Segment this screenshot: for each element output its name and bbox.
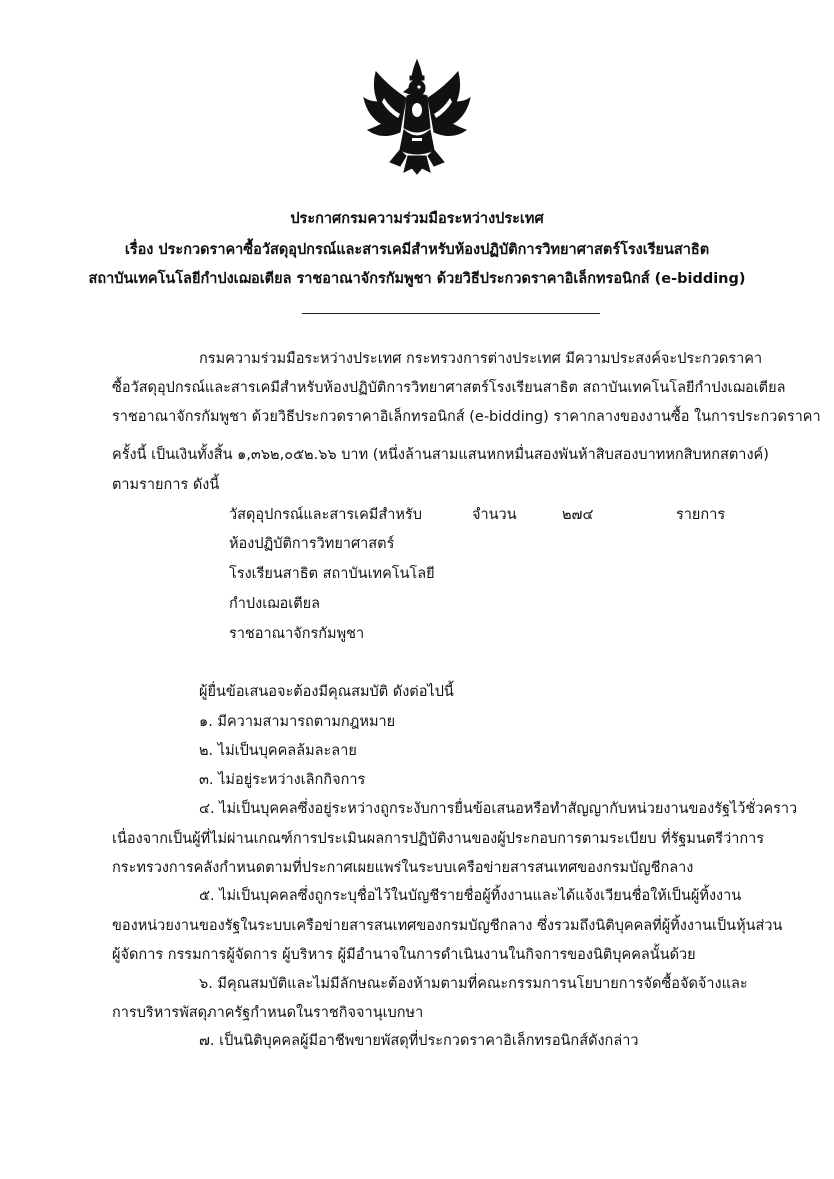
item-unit: รายการ: [676, 507, 726, 523]
item-description-line: ห้องปฏิบัติการวิทยาศาสตร์: [229, 536, 395, 552]
qualification-item-4-line-3: กระทรวงการคลังกำหนดตามที่ประกาศเผยแพร่ในระบบเครือข่ายสารสนเทศของกรมบัญชีกลาง: [112, 860, 694, 876]
item-description-line: โรงเรียนสาธิต สถาบันเทคโนโลยี: [229, 566, 435, 582]
heading-line-3: สถาบันเทคโนโลยีกำปงเฌอเตียล ราชอาณาจักรกัมพูชา ด้วยวิธีประกวดราคาอิเล็กทรอนิกส์ (e-bidding): [88, 271, 746, 287]
qualification-item-5-line-2: ของหน่วยงานของรัฐในระบบเครือข่ายสารสนเทศของกรมบัญชีกลาง ซึ่งรวมถึงนิติบุคคลที่ผู้ทิ้งงานเป็นหุ้นส่วน: [112, 918, 783, 934]
qualification-item-5-line-3: ผู้จัดการ กรรมการผู้จัดการ ผู้บริหาร ผู้มีอำนาจในการดำเนินงานในกิจการของนิติบุคคลนั้นด้วย: [112, 947, 696, 963]
qualification-item-4-line-1: ๔. ไม่เป็นบุคคลซึ่งอยู่ระหว่างถูกระงับการยื่นข้อเสนอหรือทำสัญญากับหน่วยงานของรัฐไว้ชั่วคราว: [199, 801, 798, 817]
qualification-item-2: ๒. ไม่เป็นบุคคลล้มละลาย: [199, 743, 357, 759]
qualifications-heading: ผู้ยื่นข้อเสนอจะต้องมีคุณสมบัติ ดังต่อไปนี้: [199, 684, 454, 700]
qualification-item-3: ๓. ไม่อยู่ระหว่างเลิกกิจการ: [199, 772, 366, 788]
qualification-item-4-line-2: เนื่องจากเป็นผู้ที่ไม่ผ่านเกณฑ์การประเมินผลการปฏิบัติงานของผู้ประกอบการตามระเบียบ ที่รัฐมนตรีว่าการ: [112, 831, 765, 847]
qualification-item-6-line-1: ๖. มีคุณสมบัติและไม่มีลักษณะต้องห้ามตามที่คณะกรรมการนโยบายการจัดซื้อจัดจ้างและ: [199, 976, 748, 992]
intro-line-2: ซื้อวัสดุอุปกรณ์และสารเคมีสำหรับห้องปฏิบัติการวิทยาศาสตร์โรงเรียนสาธิต สถาบันเทคโนโลยีกำปงเฌอเตียล: [112, 380, 786, 396]
garuda-emblem-icon: [360, 58, 475, 176]
heading-line-2: เรื่อง ประกวดราคาซื้อวัสดุอุปกรณ์และสารเคมีสำหรับห้องปฏิบัติการวิทยาศาสตร์โรงเรียนสาธิต: [124, 242, 710, 258]
intro-line-1: กรมความร่วมมือระหว่างประเทศ กระทรวงการต่างประเทศ มีความประสงค์จะประกวดราคา: [199, 351, 763, 367]
item-description-line: วัสดุอุปกรณ์และสารเคมีสำหรับ: [229, 507, 422, 523]
qualification-item-5-line-1: ๕. ไม่เป็นบุคคลซึ่งถูกระบุชื่อไว้ในบัญชีรายชื่อผู้ทิ้งงานและได้แจ้งเวียนชื่อให้เป็นผู้ทิ้งงาน: [199, 888, 742, 904]
item-description-line: ราชอาณาจักรกัมพูชา: [229, 626, 365, 642]
item-description-line: กำปงเฌอเตียล: [229, 596, 321, 612]
qualification-item-1: ๑. มีความสามารถตามกฎหมาย: [199, 714, 396, 730]
intro-line-4: ครั้งนี้ เป็นเงินทั้งสิ้น ๑,๓๖๒,๐๕๒.๖๖ บาท (หนึ่งล้านสามแสนหกหมื่นสองพันห้าสิบสองบาทหกสิบหกสตางค์): [112, 447, 769, 463]
item-quantity-label: จำนวน: [472, 507, 517, 523]
heading-line-1: ประกาศกรมความร่วมมือระหว่างประเทศ: [290, 211, 544, 227]
intro-line-3: ราชอาณาจักรกัมพูชา ด้วยวิธีประกวดราคาอิเล็กทรอนิกส์ (e-bidding) ราคากลางของงานซื้อ ในการประกวดราคา: [112, 409, 821, 425]
qualification-item-6-line-2: การบริหารพัสดุภาครัฐกำหนดในราชกิจจานุเบกษา: [112, 1005, 424, 1021]
qualification-item-7: ๗. เป็นนิติบุคคลผู้มีอาชีพขายพัสดุที่ประกวดราคาอิเล็กทรอนิกส์ดังกล่าว: [199, 1033, 639, 1049]
item-quantity: ๒๗๔: [562, 507, 594, 523]
intro-line-5: ตามรายการ ดังนี้: [112, 477, 220, 493]
heading-divider: [302, 313, 600, 314]
